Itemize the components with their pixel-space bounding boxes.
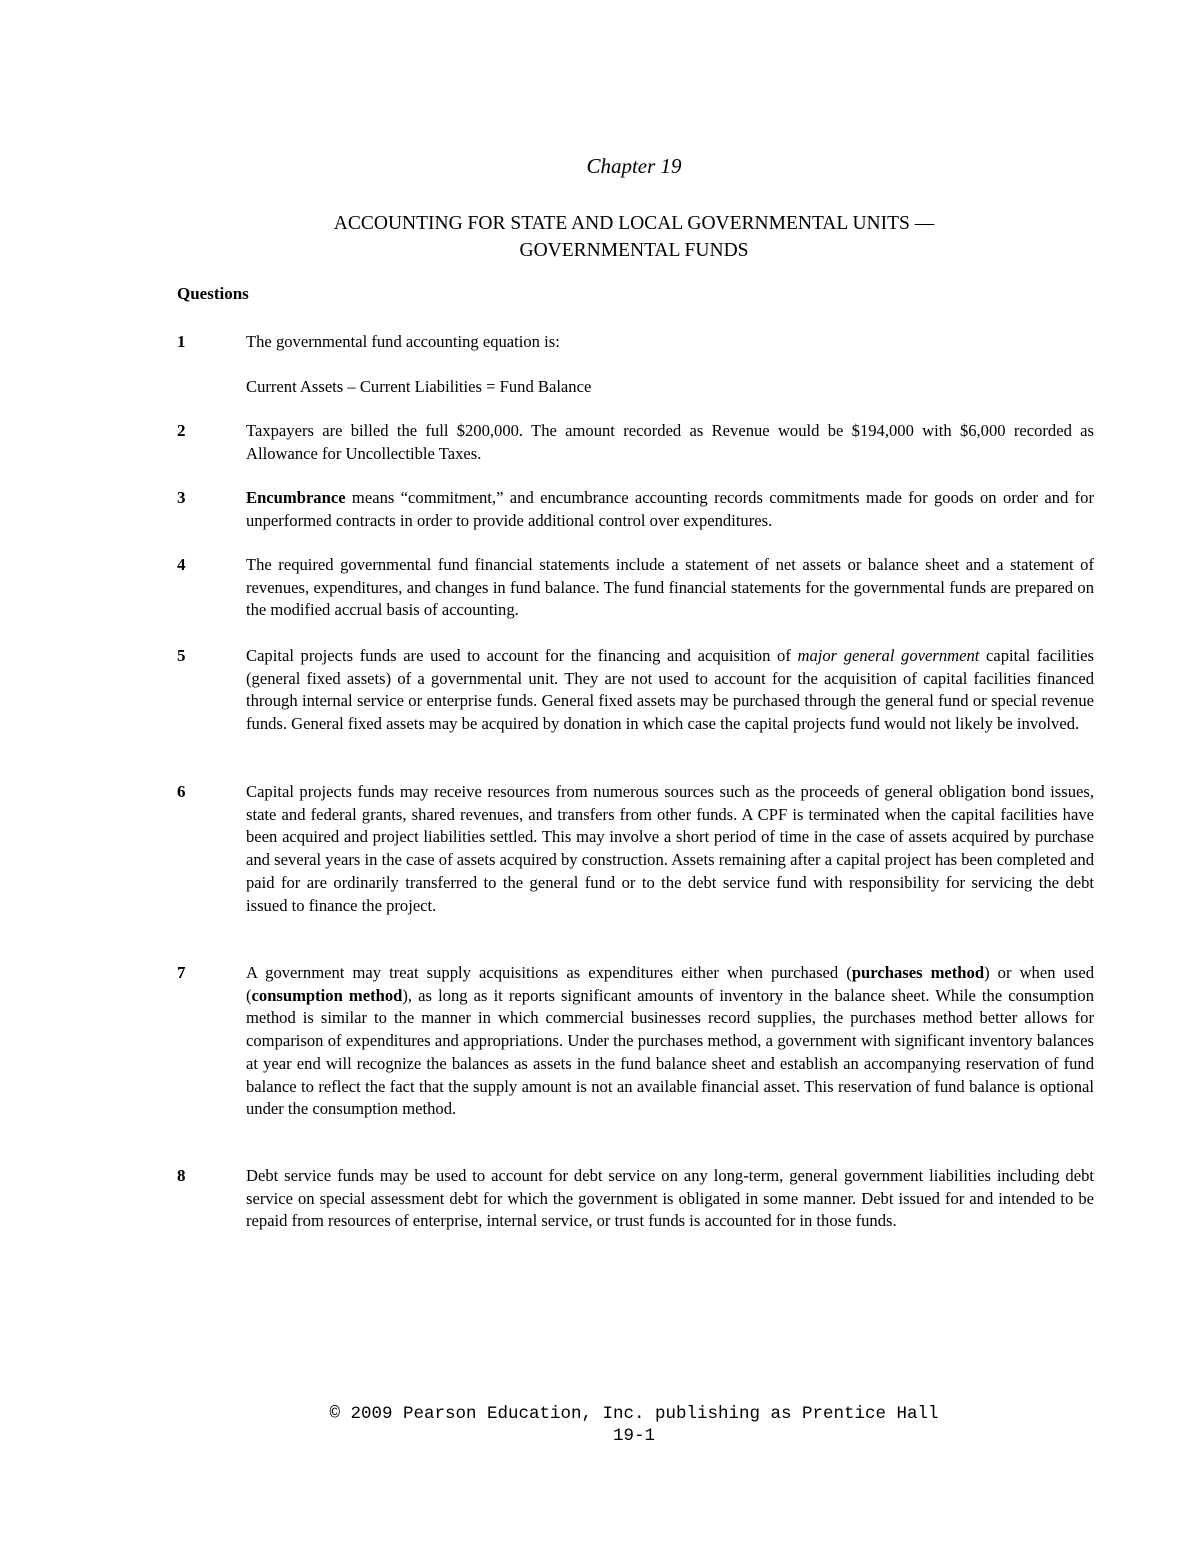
- question-answer: [246, 487, 1094, 532]
- chapter-title-line-1: ACCOUNTING FOR STATE AND LOCAL GOVERNMENTAL UNITS —: [333, 213, 935, 234]
- question-number: 3: [177, 488, 186, 507]
- answer-text: Capital projects funds may receive resources from numerous sources such as the proceeds of general obligation bond issues, state and federal grants, shared revenues, and transfers from other funds. A CPF is terminated when the capital facilities have been acquired and project liabilities settled. This may involve a short period of time in the case of assets acquired by purchase and several years in the case of assets acquired by construction. Assets remaining after a capital project has been completed and paid for are ordinarily transferred to the general fund or to the debt service fund with responsibility for servicing the debt issued to finance the project.: [246, 782, 1094, 915]
- page-number: 19-1: [612, 1426, 655, 1446]
- question-number: 1: [177, 332, 186, 351]
- chapter-title-line-2: GOVERNMENTAL FUNDS: [519, 240, 749, 261]
- question-number: 4: [177, 555, 186, 574]
- question-number: 2: [177, 421, 186, 440]
- question-number: 6: [177, 782, 186, 801]
- question-number: 7: [177, 963, 186, 982]
- question-answer: [246, 1165, 1094, 1233]
- copyright-notice: © 2009 Pearson Education, Inc. publishing as Prentice Hall: [329, 1404, 939, 1424]
- question-answer: [246, 331, 1094, 398]
- question-answer: [246, 554, 1094, 622]
- term-encumbrance: Encumbrance: [246, 488, 346, 507]
- answer-text: Debt service funds may be used to account for debt service on any long-term, general government liabilities including debt service on special assessment debt for which the government is obligated in some manner. Debt issued for and intended to be repaid from resources of enterprise, internal service, or trust funds is accounted for in those funds.: [246, 1166, 1094, 1231]
- answer-text: The required governmental fund financial statements include a statement of net assets or balance sheet and a statement of revenues, expenditures, and changes in fund balance. The fund financial statements for the governmental funds are prepared on the modified accrual basis of accounting.: [246, 555, 1094, 620]
- question-number: 5: [177, 646, 186, 665]
- answer-text: Taxpayers are billed the full $200,000. The amount recorded as Revenue would be $194,000 with $6,000 recorded as Allowance for Uncollectible Taxes.: [246, 421, 1094, 463]
- chapter-label: Chapter 19: [586, 154, 682, 178]
- question-answer: [246, 420, 1094, 465]
- term-purchases-method: purchases method: [851, 963, 985, 982]
- term-major-general-government: major general government: [797, 646, 980, 665]
- term-consumption-method: consumption method: [251, 985, 403, 1005]
- question-answer: [246, 781, 1094, 917]
- answer-text: The governmental fund accounting equation is:: [246, 332, 560, 351]
- page-footer: [0, 1403, 1200, 1447]
- question-answer: [246, 645, 1094, 736]
- section-heading: Questions: [177, 284, 249, 303]
- question-answer: [246, 962, 1094, 1121]
- answer-text: A government may treat supply acquisitions as expenditures either when purchased (purchases method) or when used (consumption method), as long as it reports significant amounts of inventory in the balance sheet. While the consumption method is similar to the manner in which commercial businesses record supplies, the purchases method better allows for comparison of expenditures and appropriations. Under the purchases method, a government with significant inventory balances at year end will recognize the balances as assets in the fund balance sheet and establish an accompanying reservation of fund balance to reflect the fact that the supply amount is not an available financial asset. This reservation of fund balance is optional under the consumption method.: [246, 963, 1095, 1119]
- chapter-title: [0, 210, 1200, 264]
- answer-text: Capital projects funds are used to account for the financing and acquisition of major general government capital facilities (general fixed assets) of a governmental unit. They are not used to account for the acquisition of capital facilities financed through internal service or enterprise funds. General fixed assets may be purchased through the general fund or special revenue funds. General fixed assets may be acquired by donation in which case the capital projects fund would not likely be involved.: [246, 646, 1095, 734]
- answer-equation: Current Assets – Current Liabilities = Fund Balance: [246, 376, 592, 396]
- question-number: 8: [177, 1166, 186, 1185]
- answer-text: Encumbrance means “commitment,” and encumbrance accounting records commitments made for goods on order and for unperformed contracts in order to provide additional control over expenditures.: [246, 488, 1094, 530]
